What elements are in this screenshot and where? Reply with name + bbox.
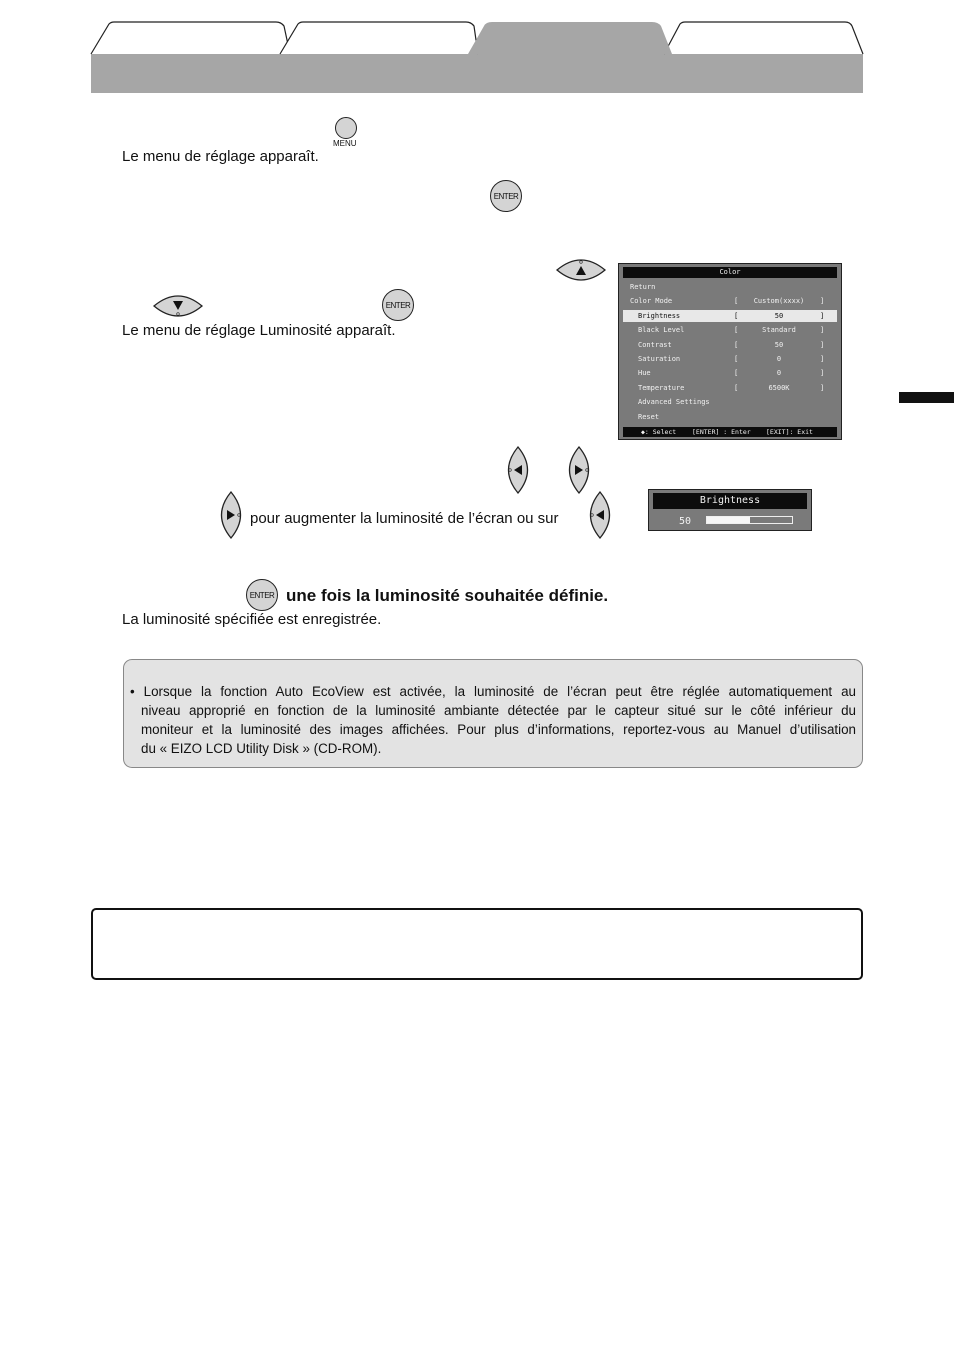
- osd-row-bracket-right: ]: [820, 355, 825, 363]
- osd-row-value: 0: [776, 355, 782, 363]
- right-button-icon: [566, 445, 592, 495]
- note-box: [123, 659, 863, 768]
- osd-row-bracket-right: ]: [820, 383, 825, 392]
- osd-row-name: Return: [630, 283, 656, 291]
- note-line: niveau approprié en fonction de la luminosité ambiante détectée par le capteur situé sur le côté inférieur du: [141, 703, 856, 718]
- step3-result-text: Le menu de réglage Luminosité apparaît.: [122, 322, 396, 339]
- osd-row-bracket-left: [: [734, 369, 739, 378]
- section-tabs: [0, 0, 954, 100]
- enter-button-text: ENTER: [493, 191, 519, 201]
- enter-button-text: ENTER: [385, 300, 411, 310]
- osd-footer-enter: [ENTER] : Enter: [692, 428, 751, 436]
- osd-row-bracket-right: ]: [820, 340, 825, 349]
- osd-menu-row[interactable]: [623, 324, 837, 336]
- enter-button-icon: [246, 579, 278, 611]
- down-button-icon: [152, 292, 204, 320]
- step5-text: une fois la luminosité souhaitée définie.: [286, 586, 609, 605]
- osd-menu-row[interactable]: [623, 339, 837, 351]
- note-line: • Lorsque la fonction Auto EcoView est activée, la luminosité de l’écran peut être réglée automatiquement au: [130, 684, 856, 699]
- osd-menu-footer: [623, 427, 837, 437]
- left-button-icon: [587, 490, 613, 540]
- osd-row-bracket-right: ]: [820, 326, 825, 335]
- osd-row-name: Color Mode: [630, 297, 673, 306]
- enter-button-icon: [490, 180, 522, 212]
- osd-brightness-value: 50: [679, 516, 692, 527]
- osd-menu-row[interactable]: [623, 295, 837, 307]
- osd-footer-select: ◆: Select: [641, 428, 677, 436]
- osd-row-name: Reset: [638, 412, 660, 421]
- osd-row-value: Custom(xxxx): [753, 297, 805, 306]
- step5-result-text: La luminosité spécifiée est enregistrée.: [122, 611, 382, 628]
- empty-frame-box: [91, 908, 863, 980]
- osd-brightness: [648, 489, 812, 531]
- menu-button-label: MENU: [333, 139, 357, 148]
- osd-row-name: Saturation: [638, 355, 681, 363]
- osd-row-bracket-left: [: [734, 355, 739, 363]
- osd-menu-row[interactable]: [623, 396, 837, 408]
- osd-row-bracket-right: ]: [820, 311, 825, 320]
- osd-menu-row[interactable]: [623, 281, 837, 293]
- osd-row-value: 0: [776, 369, 782, 378]
- header-bar: [91, 54, 863, 93]
- enter-button-icon: [382, 289, 414, 321]
- osd-row-value: 50: [774, 311, 784, 320]
- osd-row-bracket-left: [: [734, 383, 739, 392]
- osd-row-bracket-left: [: [734, 340, 739, 349]
- osd-menu-row[interactable]: [623, 367, 837, 379]
- osd-menu-title: Color: [623, 267, 837, 278]
- osd-menu-row[interactable]: [623, 411, 837, 423]
- osd-row-name: Temperature: [638, 383, 685, 392]
- right-button-icon: [218, 490, 244, 540]
- step4-text: pour augmenter la luminosité de l’écran ou sur: [250, 510, 559, 527]
- osd-row-bracket-left: [: [734, 311, 739, 320]
- osd-color-menu: [618, 263, 842, 440]
- tab-3-active[interactable]: [468, 22, 672, 54]
- osd-row-bracket-right: ]: [820, 369, 825, 378]
- osd-menu-row[interactable]: [623, 353, 837, 365]
- note-line: moniteur et la luminosité des images affichées. Pour plus d’informations, reportez-vous au Manuel d’utilisation: [141, 722, 856, 737]
- osd-brightness-fill: [707, 517, 750, 523]
- osd-row-name: Brightness: [638, 311, 681, 320]
- enter-button-text: ENTER: [249, 590, 275, 600]
- tab-1[interactable]: [91, 22, 290, 54]
- osd-menu-row[interactable]: [623, 310, 837, 322]
- up-button-icon: [555, 256, 607, 284]
- left-button-icon: [505, 445, 531, 495]
- tab-2[interactable]: [280, 22, 478, 54]
- osd-row-value: 50: [774, 340, 784, 349]
- osd-row-bracket-left: [: [734, 297, 739, 306]
- osd-row-bracket-right: ]: [820, 297, 825, 306]
- osd-row-name: Advanced Settings: [638, 398, 710, 407]
- osd-row-name: Contrast: [638, 340, 672, 349]
- osd-row-name: Black Level: [638, 326, 685, 335]
- osd-row-value: Standard: [762, 326, 796, 335]
- osd-row-bracket-left: [: [734, 326, 739, 335]
- osd-brightness-title: Brightness: [653, 493, 807, 509]
- osd-row-name: Hue: [638, 369, 651, 378]
- osd-menu-row[interactable]: [623, 382, 837, 394]
- tab-4[interactable]: [664, 22, 863, 54]
- side-language-marker: [899, 392, 954, 403]
- osd-brightness-bar: [706, 516, 793, 524]
- note-line: du « EIZO LCD Utility Disk » (CD-ROM).: [141, 741, 382, 756]
- osd-row-value: 6500K: [768, 383, 790, 392]
- step1-result-text: Le menu de réglage apparaît.: [122, 148, 319, 165]
- menu-button-icon: [335, 117, 357, 139]
- osd-footer-exit: [EXIT]: Exit: [766, 428, 813, 436]
